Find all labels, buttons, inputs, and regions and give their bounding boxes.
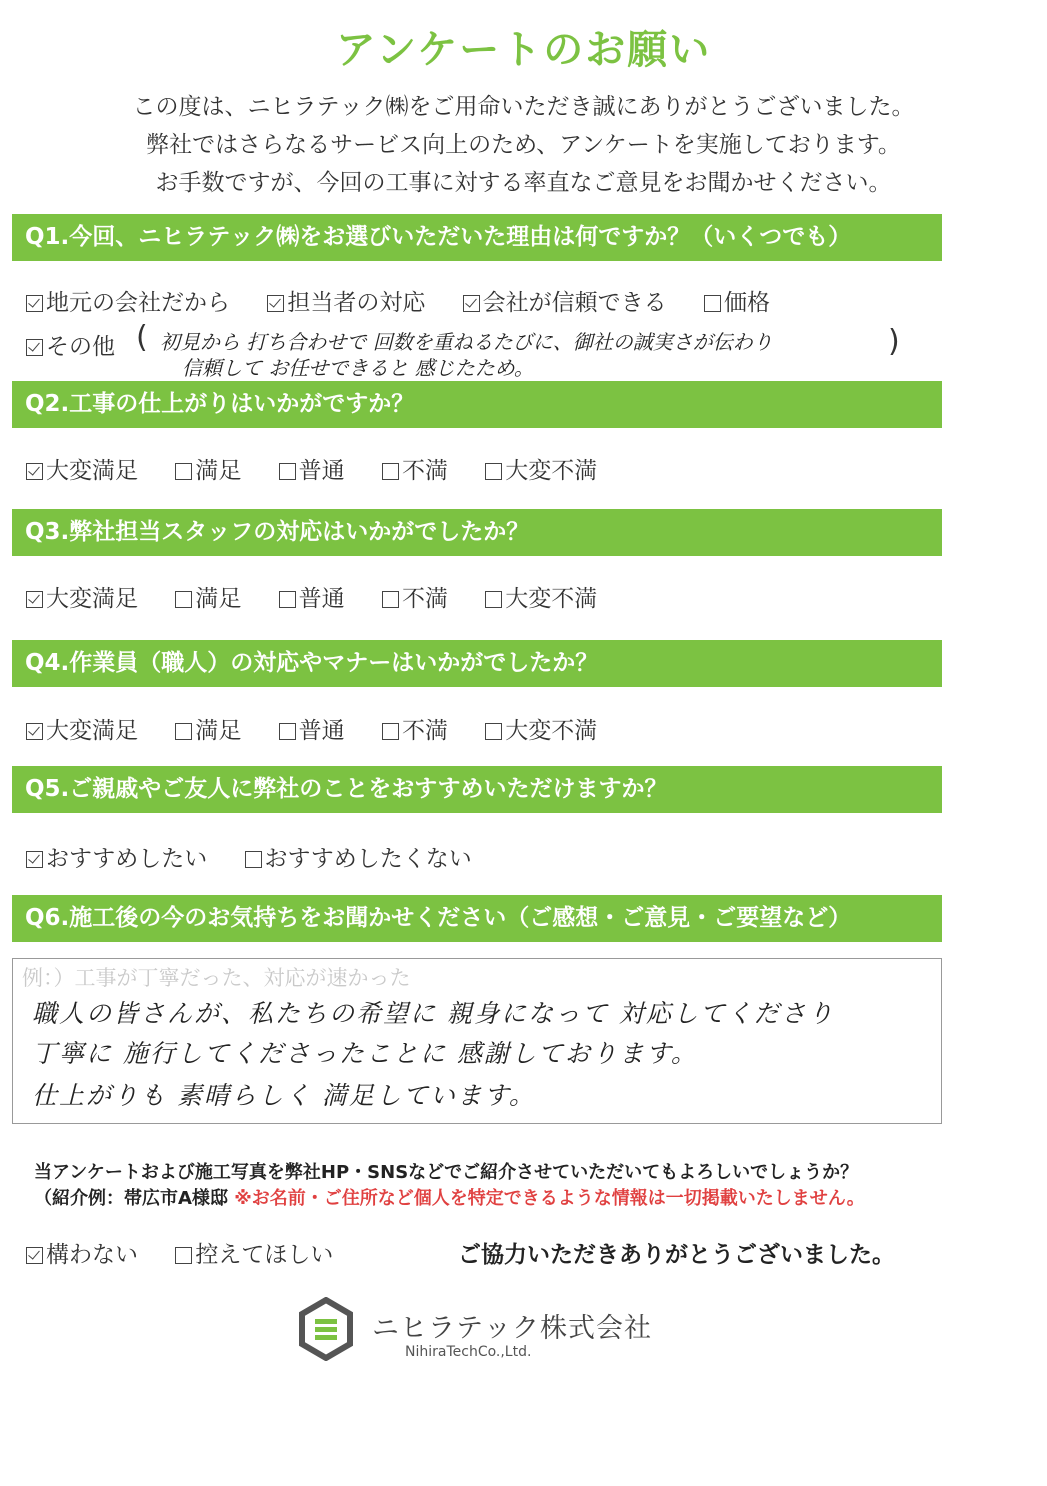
option-label: 満足	[195, 586, 242, 612]
option-trustworthy[interactable]	[463, 284, 667, 317]
option-decline[interactable]	[175, 1236, 333, 1269]
option-label: 価格	[723, 290, 770, 316]
option-neutral[interactable]	[279, 712, 345, 745]
question-3-options	[26, 580, 627, 613]
checkbox[interactable]	[485, 463, 502, 480]
option-label: 会社が信頼できる	[482, 290, 667, 316]
question-3-header: Q3.弊社担当スタッフの対応はいかがでしたか？	[12, 509, 942, 556]
checkbox[interactable]	[175, 591, 192, 608]
option-very-satisfied[interactable]	[26, 712, 138, 745]
option-label: 大変満足	[46, 718, 138, 744]
question-4-header: Q4.作業員（職人）の対応やマナーはいかがでしたか？	[12, 640, 942, 687]
option-dissatisfied[interactable]	[382, 580, 448, 613]
option-label: 地元の会社だから	[46, 290, 230, 316]
close-paren: )	[888, 324, 900, 359]
option-not-recommend[interactable]	[245, 840, 472, 873]
option-neutral[interactable]	[279, 580, 345, 613]
option-dissatisfied[interactable]	[382, 452, 448, 485]
option-label: 大変不満	[505, 458, 598, 484]
option-label: その他	[46, 334, 115, 360]
option-permit[interactable]	[26, 1236, 138, 1269]
option-other[interactable]	[26, 328, 115, 361]
option-label: おすすめしたい	[46, 846, 208, 872]
intro-line: 弊社ではさらなるサービス向上のため、アンケートを実施しております。	[146, 132, 901, 158]
checkbox[interactable]	[26, 851, 43, 868]
option-label: 普通	[298, 718, 345, 744]
page-title: アンケートのお願い	[335, 27, 712, 73]
thanks-message: ご協力いただきありがとうございました。	[458, 1242, 895, 1268]
option-satisfied[interactable]	[175, 712, 241, 745]
option-dissatisfied[interactable]	[382, 712, 448, 745]
checkbox[interactable]	[485, 723, 502, 740]
comment-line-2: 丁寧に 施行してくださったことに 感謝しております。	[32, 1039, 698, 1068]
checkbox[interactable]	[279, 463, 296, 480]
checkbox[interactable]	[175, 723, 192, 740]
checkbox[interactable]	[26, 1247, 43, 1264]
checkbox[interactable]	[26, 463, 43, 480]
checkbox[interactable]	[279, 723, 296, 740]
option-label: 満足	[195, 718, 242, 744]
company-name: ニヒラテック株式会社	[372, 1313, 652, 1344]
option-label: 大変満足	[46, 458, 138, 484]
question-2-header: Q2.工事の仕上がりはいかがですか？	[12, 381, 942, 428]
consent-options	[26, 1236, 363, 1269]
option-label: 大変不満	[505, 718, 598, 744]
open-paren: (	[136, 320, 148, 355]
option-staff-response[interactable]	[267, 284, 425, 317]
consent-example: （紹介例：帯広市A様邸	[34, 1188, 228, 1209]
intro-line: この度は、ニヒラテック㈱をご用命いただき誠にありがとうございました。	[132, 94, 915, 120]
option-label: 不満	[401, 586, 448, 612]
option-local-company[interactable]	[26, 284, 230, 317]
option-label: 担当者の対応	[287, 290, 426, 316]
consent-notice-line	[34, 1184, 865, 1210]
option-satisfied[interactable]	[175, 580, 241, 613]
question-1-options	[26, 284, 800, 317]
comment-example: 例：）工事が丁寧だった、対応が速かった	[22, 966, 411, 990]
consent-question: 当アンケートおよび施工写真を弊社HP・SNSなどでご紹介させていただいてもよろしいでしょうか？	[34, 1162, 859, 1183]
comment-line-3: 仕上がりも 素晴らしく 満足しています。	[32, 1081, 536, 1110]
option-very-dissatisfied[interactable]	[485, 580, 597, 613]
option-very-dissatisfied[interactable]	[485, 712, 597, 745]
question-4-options	[26, 712, 627, 745]
option-label: 不満	[401, 458, 448, 484]
option-label: 普通	[298, 586, 345, 612]
option-very-satisfied[interactable]	[26, 580, 138, 613]
company-name-english: NihiraTechCo.,Ltd.	[405, 1344, 532, 1360]
checkbox[interactable]	[382, 463, 399, 480]
option-label: 普通	[298, 458, 345, 484]
checkbox[interactable]	[485, 591, 502, 608]
checkbox[interactable]	[175, 1247, 192, 1264]
checkbox[interactable]	[26, 591, 43, 608]
other-answer-line-2: 信頼して お任せできると 感じたため。	[182, 356, 534, 380]
option-satisfied[interactable]	[175, 452, 241, 485]
option-price[interactable]	[704, 284, 770, 317]
option-neutral[interactable]	[279, 452, 345, 485]
option-recommend[interactable]	[26, 840, 207, 873]
checkbox[interactable]	[175, 463, 192, 480]
question-2-options	[26, 452, 627, 485]
comment-line-1: 職人の皆さんが、私たちの希望に 親身になって 対応してくださり	[32, 999, 835, 1028]
intro-text	[0, 88, 1047, 202]
checkbox[interactable]	[463, 295, 480, 312]
checkbox[interactable]	[267, 295, 284, 312]
checkbox[interactable]	[382, 723, 399, 740]
company-logo-icon	[298, 1297, 354, 1365]
option-label: 構わない	[46, 1242, 138, 1268]
checkbox[interactable]	[26, 723, 43, 740]
intro-line: お手数ですが、今回の工事に対する率直なご意見をお聞かせください。	[155, 170, 892, 196]
question-5-options	[26, 840, 502, 873]
question-1-header: Q1.今回、ニヒラテック㈱をお選びいただいた理由は何ですか？（いくつでも）	[12, 214, 942, 261]
checkbox[interactable]	[382, 591, 399, 608]
option-label: 大変不満	[505, 586, 598, 612]
question-6-header: Q6.施工後の今のお気持ちをお聞かせください（ご感想・ご意見・ご要望など）	[12, 895, 942, 942]
option-label: 控えてほしい	[195, 1242, 334, 1268]
option-label: おすすめしたくない	[264, 846, 472, 872]
option-very-satisfied[interactable]	[26, 452, 138, 485]
other-answer-line-1: 初見から 打ち合わせで 回数を重ねるたびに、御社の誠実さが伝わり	[160, 330, 773, 354]
question-5-header: Q5.ご親戚やご友人に弊社のことをおすすめいただけますか？	[12, 766, 942, 813]
privacy-notice: ※お名前・ご住所など個人を特定できるような情報は一切掲載いたしません。	[234, 1188, 865, 1209]
checkbox[interactable]	[245, 851, 262, 868]
option-label: 満足	[195, 458, 242, 484]
option-very-dissatisfied[interactable]	[485, 452, 597, 485]
option-label: 不満	[401, 718, 448, 744]
checkbox[interactable]	[279, 591, 296, 608]
checkbox[interactable]	[704, 295, 721, 312]
checkbox[interactable]	[26, 339, 43, 356]
option-label: 大変満足	[46, 586, 138, 612]
checkbox[interactable]	[26, 295, 43, 312]
